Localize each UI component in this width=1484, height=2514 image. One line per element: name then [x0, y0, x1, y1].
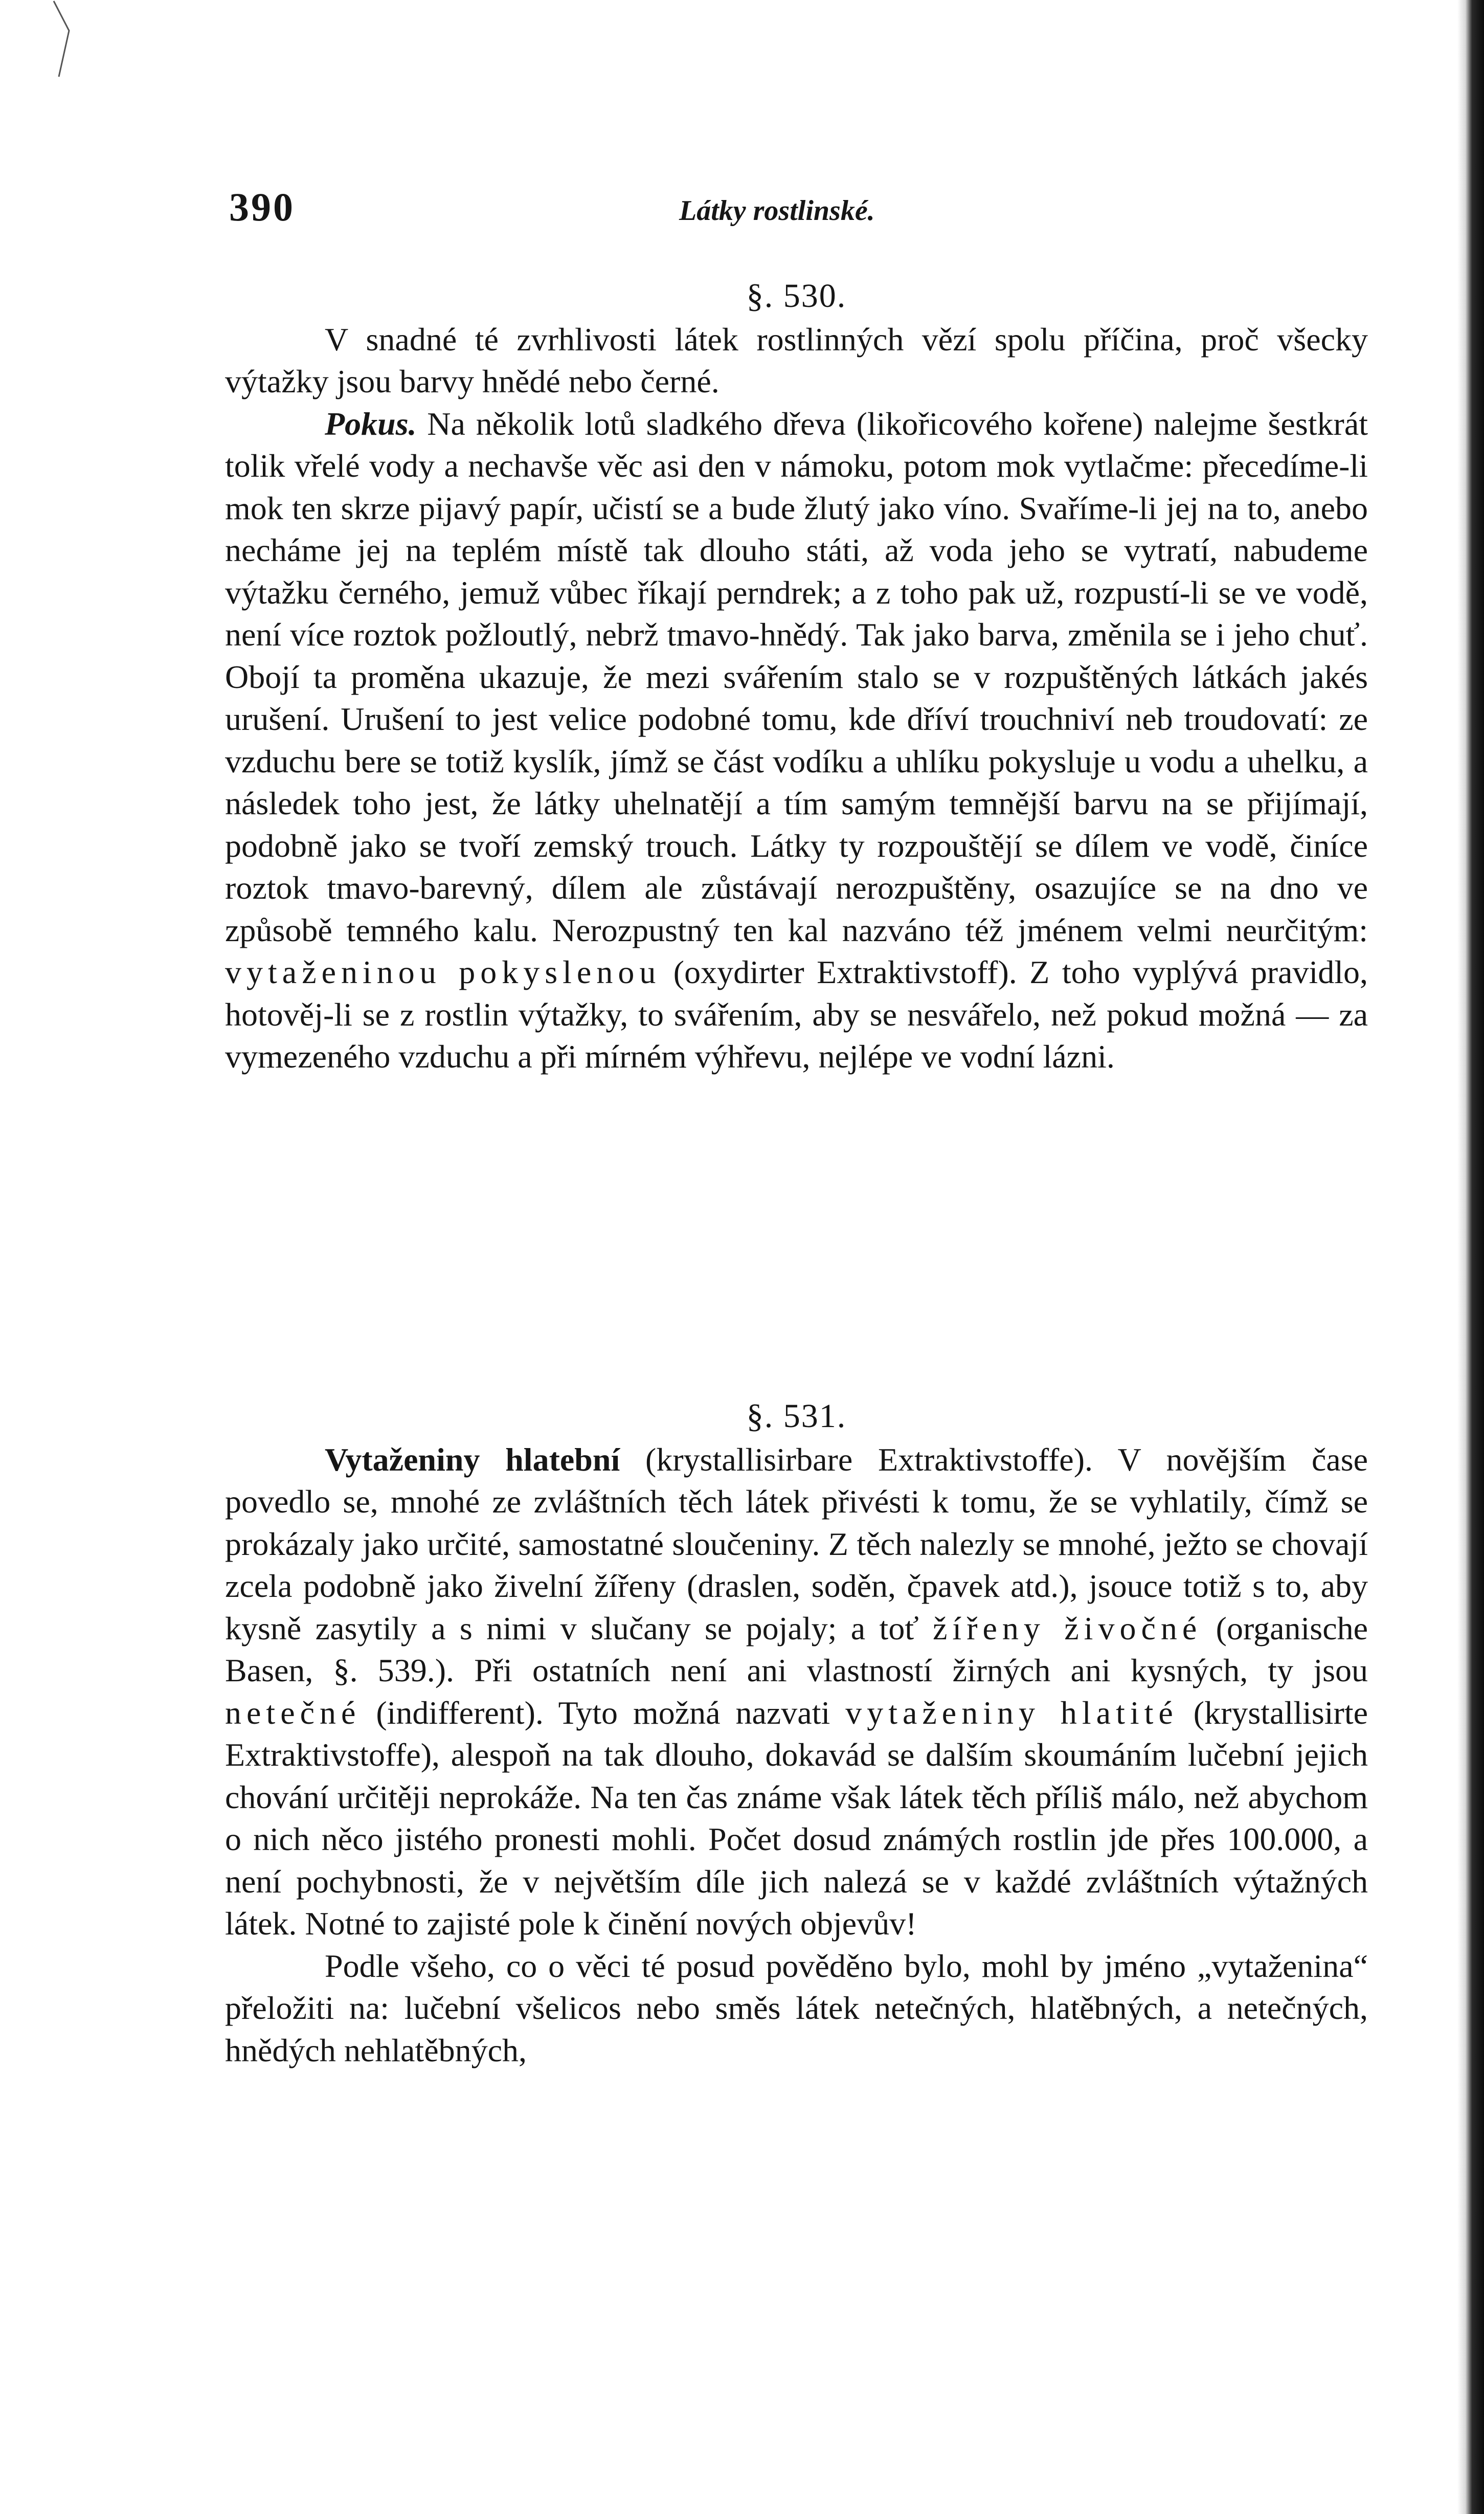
page-header [229, 184, 1380, 240]
spaced-term: netečné [225, 1694, 361, 1731]
spaced-term: žířeny živočné [933, 1610, 1202, 1647]
paragraph-text: Na několik lotů sladkého dřeva (likořicového kořene) nalejme šestkrát tolik vřelé vody a nechavše věc asi den v námoku, potom mok vytlačme: přecedíme-li mok ten skrze pijavý papír, učistí se a bude žlutý jako víno. Svaříme-li jej na to, anebo necháme jej na teplém místě tak dlouho státi, až voda jeho se vytratí, nabudeme výtažku černého, jemuž vůbec říkají perndrek; a z toho pak už, rozpustí-li se ve vodě, není více roztok požloutlý, nebrž tmavo-hnědý. Tak jako barva, změnila se i jeho chuť. Obojí ta proměna ukazuje, že mezi svářením stalo se v rozpuštěných látkách jakés urušení. Urušení to jest velice podobné tomu, kde dříví trouchniví neb troudovatí: ze vzduchu bere se totiž kyslík, jímž se část vodíku a uhlíku pokysluje u vodu a uhelku, a následek toho jest, že látky uhelnatějí a tím samým temnější barvu na se přijímají, podobně jako se tvoří zemský trouch. Látky ty rozpouštějí se dílem ve vodě, činíce roztok tmavo-barevný, dílem ale zůstávají nerozpuštěny, osazujíce se na dno ve způsobě temného kalu. Nerozpustný ten kal nazváno též jménem velmi neurčitým: [225, 405, 1368, 948]
section-530 [225, 275, 1368, 1078]
paragraph-text: Podle všeho, co o věci té posud pověděno bylo, mohl by jméno „vytaženina“ přeložiti na: lučební všelicos nebo směs látek netečných, hlatěbných, a netečných, hnědých nehlatěbných, [225, 1947, 1368, 2068]
paragraph [225, 1945, 1368, 2072]
section-531 [225, 1395, 1368, 2072]
spaced-term: vytaženinou pokyslenou [225, 954, 661, 990]
paragraph [225, 1439, 1368, 1945]
paragraph-text: (organische Basen, §. 539.). Při ostatních není ani vlastností žirných ani kysných, ty jsou [225, 1610, 1368, 1688]
page-number: 390 [229, 185, 295, 229]
lead-term: Vytaženiny hlatební [325, 1441, 620, 1478]
paragraph-text: (krystallisirte Extraktivstoffe), alespoň na tak dlouho, dokavád se dalším skoumáním lučební jejich chování určitěji neprokáže. Na ten čas známe však látek těch příliš málo, než abychom o nich něco jistého pronesti mohli. Počet dosud známých rostlin jde přes 100.000, a není pochybnosti, že v největším díle jich nalezá se v každé zvláštních výtažných látek. Notné to zajisté pole k činění nových objevův! [225, 1694, 1368, 1942]
section-heading: §. 531. [746, 1397, 847, 1435]
paragraph [225, 403, 1368, 1078]
running-title: Látky rostlinské. [679, 195, 875, 227]
lead-term: Pokus. [325, 405, 417, 442]
paragraph [225, 319, 1368, 403]
paragraph-text: (indifferent). Tyto možná nazvati [361, 1694, 846, 1731]
paragraph-text: (oxydirter Extraktivstoff). Z toho vyplývá pravidlo, hotověj-li se z rostlin výtažky, to svářením, aby se nesvářelo, než pokud možná — za vymezeného vzduchu a při mírném výhřevu, nejlépe ve vodní lázni. [225, 954, 1368, 1075]
pencil-mark [49, 0, 89, 87]
paragraph-text: (krystallisirbare Extraktivstoffe). V novějším čase povedlo se, mnohé ze zvláštních těch látek přivésti k tomu, že se vyhlatily, čímž se prokázaly jako určité, samostatné sloučeniny. Z těch nalezly se mnohé, ježto se chovají zcela podobně jako živelní žířeny (draslen, soděn, čpavek atd.), jsouce totiž s to, aby kysně zasytily a s nimi v slučany se pojaly; a toť [225, 1441, 1368, 1647]
spaced-term: vytaženiny hlatité [845, 1694, 1178, 1731]
page-edge-shadow [1457, 0, 1484, 2514]
section-heading: §. 530. [746, 277, 847, 315]
paragraph-text: V snadné té zvrhlivosti látek rostlinných vězí spolu příčina, proč všecky výtažky jsou barvy hnědé nebo černé. [225, 321, 1368, 399]
